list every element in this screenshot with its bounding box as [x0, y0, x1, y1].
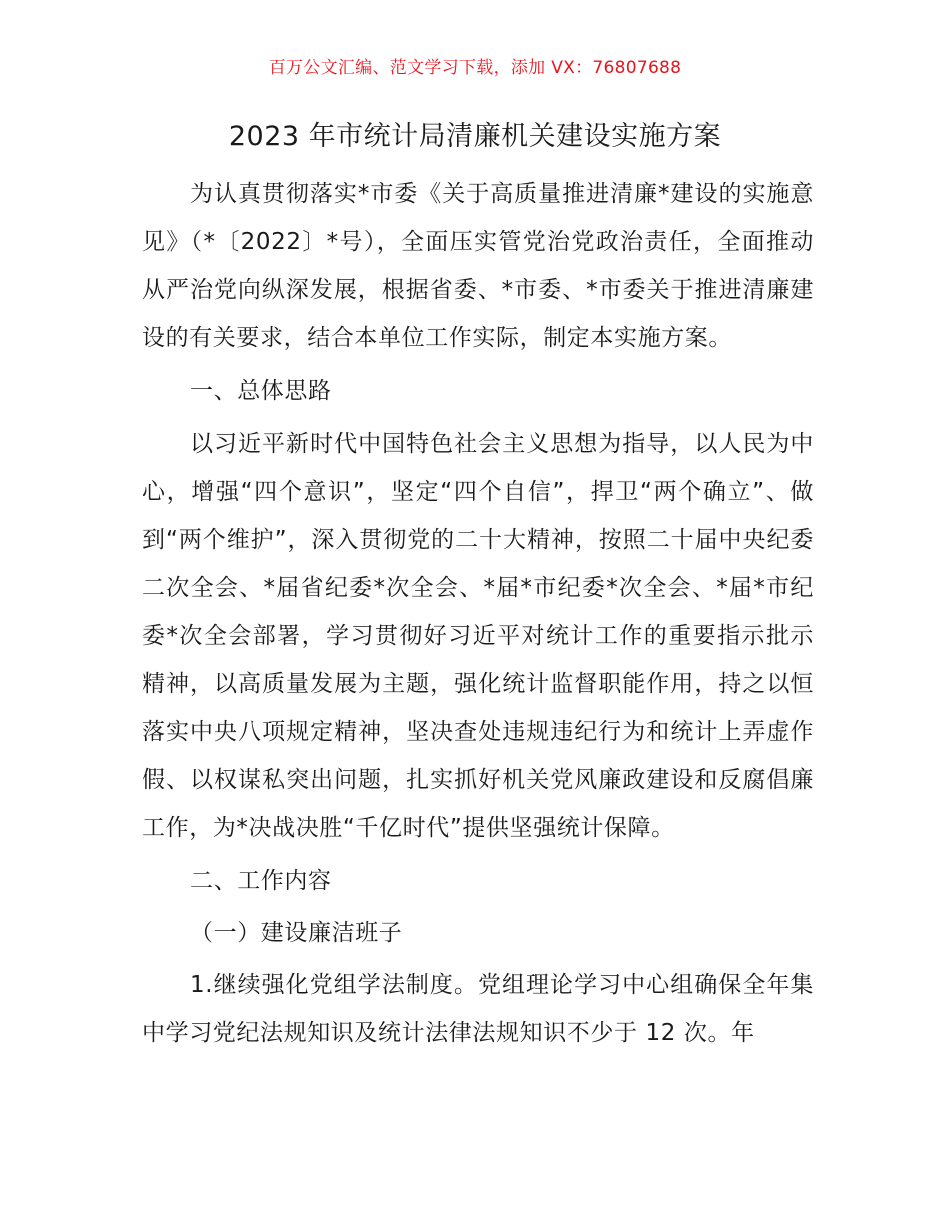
document-body	[142, 170, 814, 1057]
item-paragraph-party-group-study: 1.继续强化党组学法制度。党组理论学习中心组确保全年集中学习党纪法规知识及统计法律法规知识不少于 12 次。年	[142, 972, 814, 1046]
section-heading-overall-approach: 一、总体思路	[190, 378, 332, 404]
subsection-heading-clean-leadership: （一）建设廉洁班子	[190, 920, 403, 946]
section-heading-work-content: 二、工作内容	[190, 868, 332, 894]
document-title: 2023 年市统计局清廉机关建设实施方案	[228, 121, 722, 152]
intro-paragraph: 为认真贯彻落实*市委《关于高质量推进清廉*建设的实施意见》（*〔2022〕*号），全面压实管党治党政治责任，全面推动从严治党向纵深发展，根据省委、*市委、*市委关于推进清廉建设的有关要求，结合本单位工作实际，制定本实施方案。	[142, 181, 814, 351]
overall-approach-paragraph: 以习近平新时代中国特色社会主义思想为指导，以人民为中心，增强“四个意识”，坚定“四个自信”，捍卫“两个确立”、做到“两个维护”，深入贯彻党的二十大精神，按照二十届中央纪委二次全会、*届省纪委*次全会、*届*市纪委*次全会、*届*市纪委*次全会部署，学习贯彻好习近平对统计工作的重要指示批示精神，以高质量发展为主题，强化统计监督职能作用，持之以恒落实中央八项规定精神，坚决查处违规违纪行为和统计上弄虚作假、以权谋私突出问题，扎实抓好机关党风廉政建设和反腐倡廉工作，为*决战决胜“千亿时代”提供坚强统计保障。	[142, 431, 814, 841]
header-banner: 百万公文汇编、范文学习下载，添加 VX：76807688	[268, 58, 682, 78]
